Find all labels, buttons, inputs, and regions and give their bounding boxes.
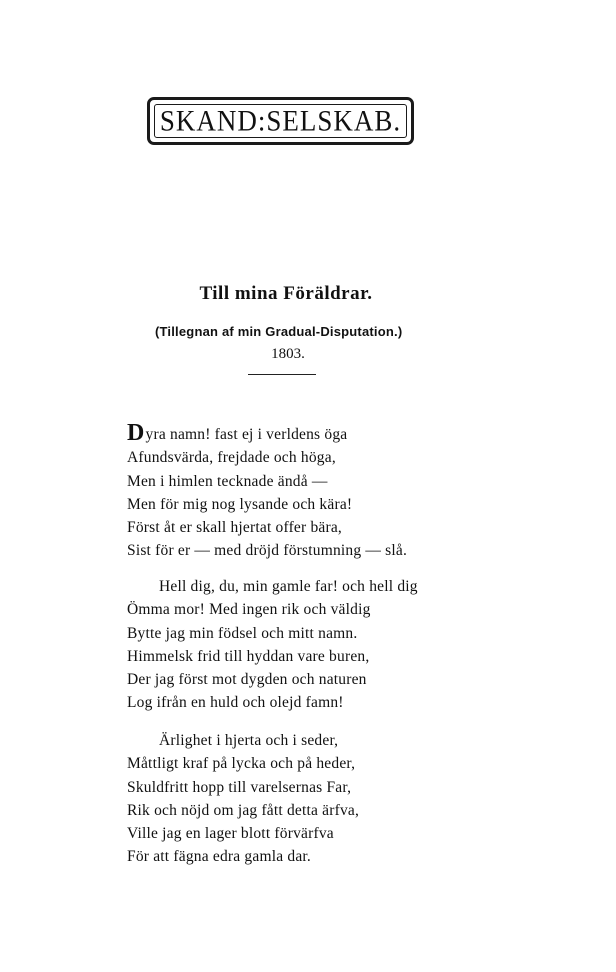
title-rule [248,374,316,375]
poem-dedication: (Tillegnan af min Gradual-Disputation.) [155,324,403,339]
verse-line: Himmelsk frid till hyddan vare buren, [127,647,370,665]
verse-line: Skuldfritt hopp till varelsernas Far, [127,778,352,796]
verse-line: Der jag först mot dygden och naturen [127,671,367,689]
verse-line: Log ifrån en huld och olejd famn! [127,694,344,712]
verse-line: Afundsvärda, frejdade och höga, [127,449,336,467]
verse-line: Måttligt kraf på lycka och på heder, [127,755,356,773]
library-stamp-text: SKAND:SELSKAB. [159,104,402,137]
verse-line: Sist för er — med dröjd förstumning — slå. [127,542,408,560]
verse-line: Ömma mor! Med ingen rik och väldig [127,601,371,619]
verse-line: Men för mig nog lysande och kära! [127,495,353,513]
library-stamp [147,97,414,145]
verse-line: Bytte jag min födsel och mitt namn. [127,624,358,642]
poem-year: 1803. [271,346,305,362]
stanza-2 [127,575,418,715]
verse-line: Men i himlen tecknade ändå — [127,472,328,490]
verse-line: Ville jag en lager blott förvärfva [127,825,334,843]
stanza-1 [127,420,408,563]
verse-line: För att fägna edra gamla dar. [127,848,311,866]
drop-cap: D [127,420,145,446]
verse-line: Rik och nöjd om jag fått detta ärfva, [127,801,360,819]
verse-line [127,420,407,446]
verse-line-text: yra namn! fast ej i verldens öga [145,426,348,443]
verse-line: Hell dig, du, min gamle far! och hell dig [159,578,418,595]
poem-title: Till mina Föräldrar. [199,283,373,304]
library-stamp-frame [154,104,407,138]
verse-line: Först åt er skall hjertat offer bära, [127,519,342,537]
verse-line: Ärlighet i hjerta och i seder, [159,732,339,749]
stanza-3 [127,729,359,869]
